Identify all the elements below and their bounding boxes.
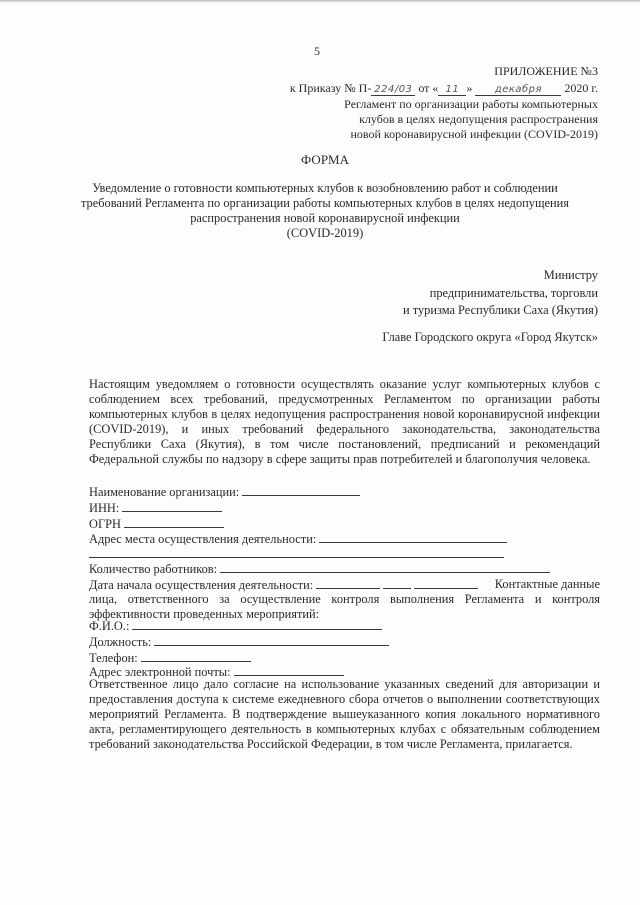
regulation-line-1: Регламент по организации работы компьютерных — [344, 97, 598, 111]
addressee-ministry-line-3: и туризма Республики Саха (Якутия) — [402, 303, 598, 317]
field-email-label: Адрес электронной почты: — [89, 665, 231, 679]
field-inn-label: ИНН: — [89, 501, 120, 515]
field-position-blank[interactable] — [154, 634, 389, 646]
field-fio-label: Ф.И.О.: — [89, 619, 130, 633]
field-ogrn[interactable] — [89, 516, 224, 532]
order-day-handwritten: 11 — [438, 82, 466, 96]
field-phone-label: Телефон: — [89, 651, 138, 665]
field-start-date-month-blank[interactable] — [383, 577, 411, 589]
notification-title-line-4: (COVID-2019) — [286, 226, 364, 240]
addressee-city-head: Главе Городского округа «Город Якутск» — [382, 330, 598, 344]
order-mid: » — [466, 81, 473, 95]
field-fio[interactable] — [89, 618, 382, 634]
body-paragraph: Настоящим уведомляем о готовности осуществлять оказание услуг компьютерных клубов с соблюдением всех требований, предусмотренных Регламентом по организации работы компьютерных клубов в целях недопущения распространения новой коронавирусной инфекции (COVID-2019), и иных требований федерального законодательства, законодательства Республики Саха (Якутия), в том числе постановлений, предписаний и рекомендаций Федеральной службы по надзору в сфере защиты прав потребителей и благополучия человека. — [89, 377, 600, 466]
field-address-blank[interactable] — [319, 531, 507, 543]
contact-data-label: Контактные данные — [494, 577, 600, 591]
field-address[interactable] — [89, 531, 507, 547]
addressee-ministry-line-1: Министру — [543, 268, 598, 282]
notification-title-line-1: Уведомление о готовности компьютерных клубов к возобновлению работ и соблюдении — [92, 181, 558, 195]
field-inn[interactable] — [89, 500, 222, 516]
field-phone-blank[interactable] — [141, 650, 251, 662]
field-start-date[interactable] — [89, 577, 600, 593]
form-title: ФОРМА — [301, 152, 349, 167]
order-reference — [290, 81, 598, 96]
field-employees-blank[interactable] — [220, 561, 550, 573]
order-month-handwritten: декабря — [475, 82, 561, 96]
field-ogrn-label: ОГРН — [89, 517, 121, 531]
field-org-name[interactable] — [89, 484, 360, 500]
field-start-date-label: Дата начала осуществления деятельности: — [89, 578, 314, 592]
addressee-ministry-line-2: предпринимательства, торговли — [429, 286, 598, 300]
page-number: 5 — [314, 44, 320, 58]
field-org-name-blank[interactable] — [242, 484, 360, 496]
order-year: 2020 г. — [564, 81, 598, 95]
field-address-label: Адрес места осуществления деятельности: — [89, 532, 317, 546]
field-employees[interactable] — [89, 561, 550, 577]
field-email-blank[interactable] — [234, 664, 344, 676]
contact-paragraph: лица, ответственного за осуществление контроля выполнения Регламента и контроля эффективности проведенных мероприятий: — [89, 592, 600, 621]
field-org-name-label: Наименование организации: — [89, 485, 240, 499]
scan-top-edge — [0, 0, 640, 3]
appendix-label: ПРИЛОЖЕНИЕ №3 — [494, 64, 598, 78]
field-employees-label: Количество работников: — [89, 562, 218, 576]
field-start-date-year-blank[interactable] — [414, 577, 478, 589]
notification-title-line-2: требований Регламента по организации работы компьютерных клубов в целях недопущения — [80, 196, 569, 210]
order-number-handwritten: 224/03 — [371, 82, 415, 96]
regulation-line-2: клубов в целях недопущения распространения — [359, 112, 598, 126]
field-inn-blank[interactable] — [122, 500, 222, 512]
order-prefix: к Приказу № П- — [289, 81, 372, 95]
field-address-blank-line-2[interactable] — [89, 557, 504, 558]
field-position-label: Должность: — [89, 635, 152, 649]
field-start-date-day-blank[interactable] — [316, 577, 380, 589]
notification-title-line-3: распространения новой коронавирусной инфекции — [190, 211, 460, 225]
field-fio-blank[interactable] — [132, 618, 382, 630]
field-ogrn-blank[interactable] — [124, 516, 224, 528]
closing-paragraph: Ответственное лицо дало согласие на использование указанных сведений для авторизации и предоставления доступа к системе ежедневного сбора отчетов о выполнении соответствующих мероприятий Регламента. В подтверждение вышеуказанного копия локального нормативного акта, регламентирующего деятельность в компьютерных клубах с обязательным соблюдением требований законодательства Российской Федерации, в том числе Регламента, прилагается. — [89, 677, 600, 751]
field-position[interactable] — [89, 634, 389, 650]
regulation-line-3: новой коронавирусной инфекции (COVID-2019) — [350, 127, 598, 141]
order-from: от « — [418, 81, 439, 95]
